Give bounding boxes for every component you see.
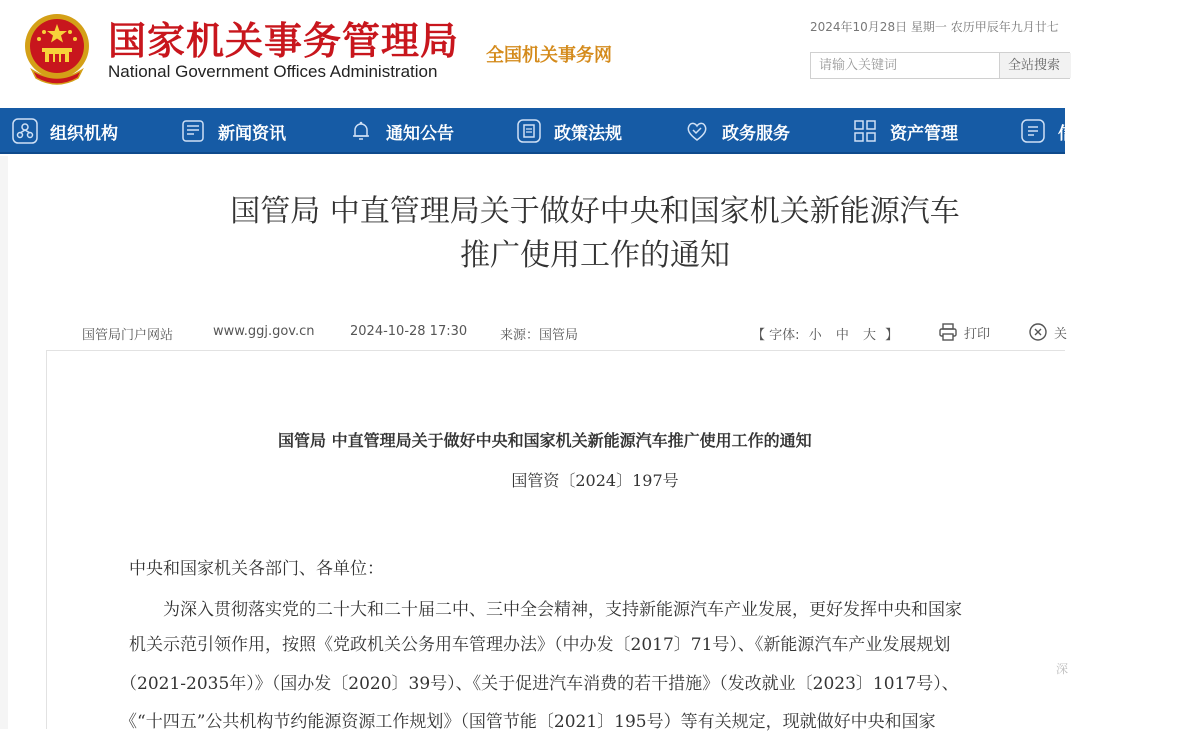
search-button[interactable]: 全站搜索: [999, 53, 1071, 78]
document-salutation: 中央和国家机关各部门、各单位：: [129, 559, 384, 579]
nav-item-service[interactable]: [684, 108, 790, 154]
font-size-medium[interactable]: 中: [835, 328, 849, 343]
nav-item-org[interactable]: [12, 108, 118, 154]
font-size-bracket-open: 【: [752, 328, 766, 343]
close-label: 关: [1054, 326, 1068, 342]
meta-source-site: 国管局门户网站: [82, 328, 174, 343]
body-line: 为深入贯彻落实党的二十大和二十届二中、三中全会精神，支持新能源汽车产业发展，更好发挥中央和国家: [163, 600, 962, 620]
nav-item-policy[interactable]: [516, 108, 622, 154]
body-line: 机关示范引领作用，按照《党政机关公务用车管理办法》（中办发〔2017〕71号）、《新能源汽车产业发展规划: [129, 635, 951, 655]
bell-icon: [348, 118, 374, 144]
nav-label: 政策法规: [554, 123, 622, 144]
nav-label: 通知公告: [386, 123, 454, 144]
national-emblem-logo[interactable]: [22, 12, 92, 84]
close-button[interactable]: [1028, 322, 1067, 342]
site-header: [0, 0, 1065, 108]
font-size-control: [752, 324, 898, 343]
font-size-small[interactable]: 小: [808, 328, 822, 343]
print-label: 打印: [964, 326, 991, 342]
date-line: 2024年10月28日 星期一 农历甲辰年九月廿七: [810, 20, 1059, 34]
article-title-line2: 推广使用工作的通知: [460, 238, 730, 273]
policy-icon: [516, 118, 542, 144]
nav-label: 组织机构: [50, 123, 118, 144]
main-nav: [0, 108, 1075, 154]
meta-source: 来源：国管局: [500, 328, 579, 343]
document-icon: [1020, 118, 1046, 144]
document-title: 国管局 中直管理局关于做好中央和国家机关新能源汽车推广使用工作的通知: [278, 431, 812, 450]
article-title-line1: 国管局 中直管理局关于做好中央和国家机关新能源汽车: [230, 194, 960, 229]
nav-item-more[interactable]: [1020, 108, 1075, 154]
sub-site-link[interactable]: 全国机关事务网: [486, 45, 612, 66]
org-structure-icon: [12, 118, 38, 144]
nav-item-asset[interactable]: [852, 108, 958, 154]
body-line: 《“十四五”公共机构节约能源资源工作规划》（国管节能〔2021〕195号）等有关规定，现就做好中央和国家: [120, 712, 936, 732]
font-size-bracket-close: 】: [885, 328, 899, 343]
meta-datetime: 2024-10-28 17:30: [350, 324, 468, 339]
site-title-en: National Government Offices Administration: [108, 62, 438, 81]
service-icon: [684, 118, 710, 144]
news-icon: [180, 118, 206, 144]
document-number: 国管资〔2024〕197号: [511, 471, 679, 490]
nav-item-notice[interactable]: [348, 108, 454, 154]
search-input[interactable]: [811, 53, 999, 78]
nav-label: 信: [1058, 123, 1075, 144]
printer-icon: [938, 322, 958, 342]
meta-url: www.ggj.gov.cn: [213, 324, 315, 339]
search-box: [810, 52, 1070, 79]
nav-label: 资产管理: [890, 123, 958, 144]
article-meta: [82, 324, 682, 342]
site-title-cn[interactable]: 国家机关事务管理局: [108, 18, 460, 63]
font-size-label: 字体:: [769, 328, 800, 343]
nav-label: 新闻资讯: [218, 123, 286, 144]
body-line: （2021-2035年）》（国办发〔2020〕39号）、《关于促进汽车消费的若干措施》（发改就业〔2023〕1017号）、: [120, 674, 959, 694]
asset-icon: [852, 118, 878, 144]
print-button[interactable]: [938, 322, 990, 342]
nav-label: 政务服务: [722, 123, 790, 144]
side-float-widget[interactable]: 深: [1056, 662, 1069, 676]
nav-item-news[interactable]: [180, 108, 286, 154]
close-icon: [1028, 322, 1048, 342]
article-title: [150, 190, 1040, 278]
font-size-large[interactable]: 大: [863, 328, 877, 343]
